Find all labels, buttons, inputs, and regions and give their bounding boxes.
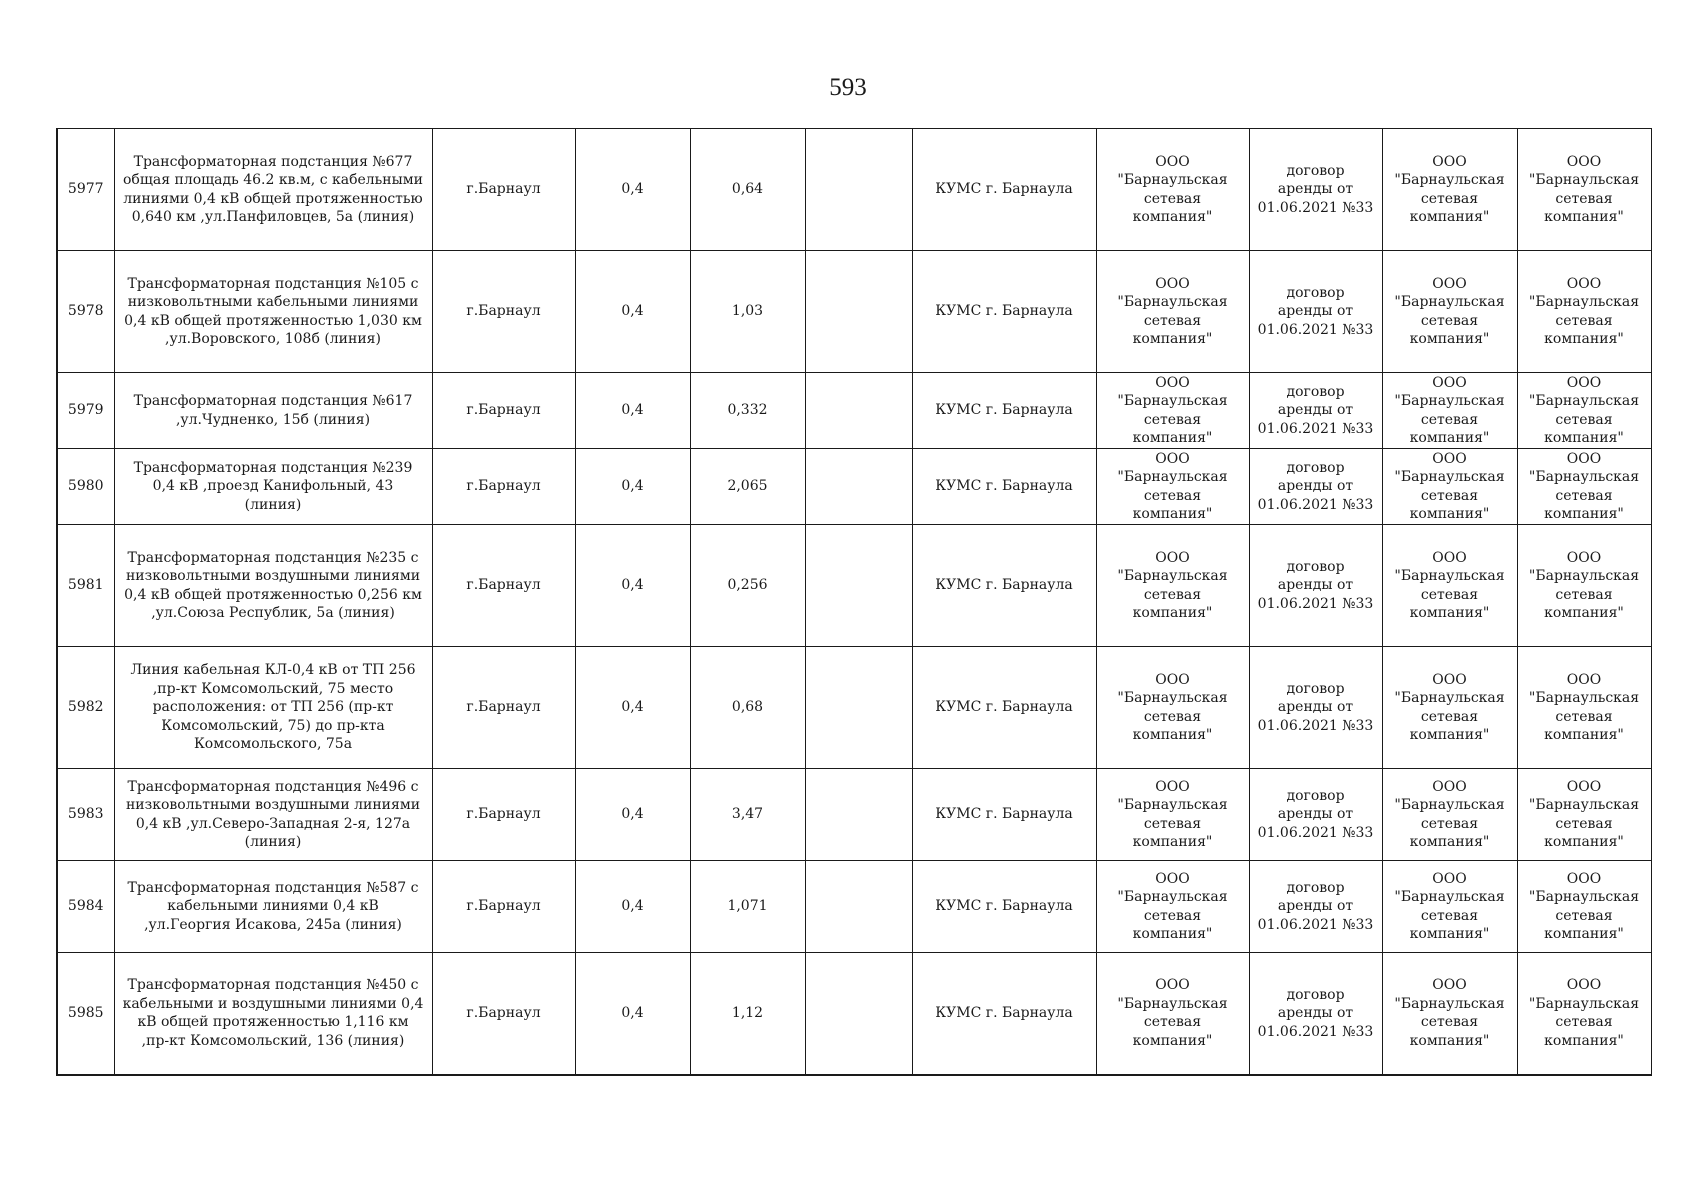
- holder-cell: ООО "Барнаульская сетевая компания": [1517, 373, 1651, 449]
- length-cell: 0,256: [690, 525, 805, 647]
- contract-cell: договор аренды от 01.06.2021 №33: [1249, 373, 1382, 449]
- empty-cell: [805, 769, 912, 861]
- table-row: [57, 769, 1651, 861]
- row-number: 5981: [57, 525, 114, 647]
- row-number: 5984: [57, 861, 114, 953]
- row-number: 5982: [57, 647, 114, 769]
- length-cell: 1,03: [690, 251, 805, 373]
- organization-cell: ООО "Барнаульская сетевая компания": [1096, 129, 1249, 251]
- owner-cell: КУМС г. Барнаула: [912, 861, 1096, 953]
- row-number: 5980: [57, 449, 114, 525]
- organization-cell: ООО "Барнаульская сетевая компания": [1096, 373, 1249, 449]
- location-cell: г.Барнаул: [432, 251, 575, 373]
- organization-cell: ООО "Барнаульская сетевая компания": [1096, 449, 1249, 525]
- holder-cell: ООО "Барнаульская сетевая компания": [1517, 129, 1651, 251]
- table-row: [57, 129, 1651, 251]
- contract-cell: договор аренды от 01.06.2021 №33: [1249, 861, 1382, 953]
- organization-cell: ООО "Барнаульская сетевая компания": [1096, 953, 1249, 1075]
- holder-cell: ООО "Барнаульская сетевая компания": [1517, 769, 1651, 861]
- owner-cell: КУМС г. Барнаула: [912, 647, 1096, 769]
- object-description: Линия кабельная КЛ-0,4 кВ от ТП 256 ,пр-кт Комсомольский, 75 место расположения: от ТП 256 (пр-кт Комсомольский, 75) до пр-кта Комсомольского, 75а: [114, 647, 432, 769]
- length-cell: 2,065: [690, 449, 805, 525]
- object-description: Трансформаторная подстанция №677 общая площадь 46.2 кв.м, с кабельными линиями 0,4 кВ общей протяженностью 0,640 км ,ул.Панфиловцев, 5а (линия): [114, 129, 432, 251]
- organization-cell: ООО "Барнаульская сетевая компания": [1096, 769, 1249, 861]
- length-cell: 0,68: [690, 647, 805, 769]
- contract-cell: договор аренды от 01.06.2021 №33: [1249, 129, 1382, 251]
- holder-cell: ООО "Барнаульская сетевая компания": [1517, 449, 1651, 525]
- operator-cell: ООО "Барнаульская сетевая компания": [1382, 769, 1517, 861]
- object-description: Трансформаторная подстанция №105 с низковольтными кабельными линиями 0,4 кВ общей протяженностью 1,030 км ,ул.Воровского, 108б (линия): [114, 251, 432, 373]
- empty-cell: [805, 861, 912, 953]
- operator-cell: ООО "Барнаульская сетевая компания": [1382, 525, 1517, 647]
- object-description: Трансформаторная подстанция №235 с низковольтными воздушными линиями 0,4 кВ общей протяженностью 0,256 км ,ул.Союза Республик, 5а (линия): [114, 525, 432, 647]
- voltage-cell: 0,4: [575, 129, 690, 251]
- holder-cell: ООО "Барнаульская сетевая компания": [1517, 861, 1651, 953]
- organization-cell: ООО "Барнаульская сетевая компания": [1096, 251, 1249, 373]
- organization-cell: ООО "Барнаульская сетевая компания": [1096, 647, 1249, 769]
- length-cell: 3,47: [690, 769, 805, 861]
- location-cell: г.Барнаул: [432, 953, 575, 1075]
- contract-cell: договор аренды от 01.06.2021 №33: [1249, 251, 1382, 373]
- owner-cell: КУМС г. Барнаула: [912, 953, 1096, 1075]
- table-row: [57, 251, 1651, 373]
- holder-cell: ООО "Барнаульская сетевая компания": [1517, 525, 1651, 647]
- operator-cell: ООО "Барнаульская сетевая компания": [1382, 953, 1517, 1075]
- contract-cell: договор аренды от 01.06.2021 №33: [1249, 449, 1382, 525]
- table-row: [57, 373, 1651, 449]
- empty-cell: [805, 129, 912, 251]
- contract-cell: договор аренды от 01.06.2021 №33: [1249, 525, 1382, 647]
- table-row: [57, 953, 1651, 1075]
- organization-cell: ООО "Барнаульская сетевая компания": [1096, 861, 1249, 953]
- location-cell: г.Барнаул: [432, 449, 575, 525]
- voltage-cell: 0,4: [575, 647, 690, 769]
- table-body: [57, 129, 1651, 1075]
- table-row: [57, 525, 1651, 647]
- empty-cell: [805, 647, 912, 769]
- owner-cell: КУМС г. Барнаула: [912, 251, 1096, 373]
- owner-cell: КУМС г. Барнаула: [912, 769, 1096, 861]
- row-number: 5983: [57, 769, 114, 861]
- voltage-cell: 0,4: [575, 373, 690, 449]
- object-description: Трансформаторная подстанция №239 0,4 кВ ,проезд Канифольный, 43 (линия): [114, 449, 432, 525]
- operator-cell: ООО "Барнаульская сетевая компания": [1382, 129, 1517, 251]
- contract-cell: договор аренды от 01.06.2021 №33: [1249, 953, 1382, 1075]
- length-cell: 1,12: [690, 953, 805, 1075]
- holder-cell: ООО "Барнаульская сетевая компания": [1517, 647, 1651, 769]
- length-cell: 0,332: [690, 373, 805, 449]
- voltage-cell: 0,4: [575, 769, 690, 861]
- length-cell: 1,071: [690, 861, 805, 953]
- row-number: 5985: [57, 953, 114, 1075]
- voltage-cell: 0,4: [575, 251, 690, 373]
- contract-cell: договор аренды от 01.06.2021 №33: [1249, 769, 1382, 861]
- operator-cell: ООО "Барнаульская сетевая компания": [1382, 373, 1517, 449]
- table-row: [57, 861, 1651, 953]
- holder-cell: ООО "Барнаульская сетевая компания": [1517, 251, 1651, 373]
- empty-cell: [805, 449, 912, 525]
- owner-cell: КУМС г. Барнаула: [912, 373, 1096, 449]
- voltage-cell: 0,4: [575, 449, 690, 525]
- voltage-cell: 0,4: [575, 953, 690, 1075]
- operator-cell: ООО "Барнаульская сетевая компания": [1382, 251, 1517, 373]
- row-number: 5978: [57, 251, 114, 373]
- location-cell: г.Барнаул: [432, 129, 575, 251]
- owner-cell: КУМС г. Барнаула: [912, 129, 1096, 251]
- organization-cell: ООО "Барнаульская сетевая компания": [1096, 525, 1249, 647]
- empty-cell: [805, 525, 912, 647]
- row-number: 5979: [57, 373, 114, 449]
- location-cell: г.Барнаул: [432, 647, 575, 769]
- location-cell: г.Барнаул: [432, 525, 575, 647]
- empty-cell: [805, 953, 912, 1075]
- row-number: 5977: [57, 129, 114, 251]
- operator-cell: ООО "Барнаульская сетевая компания": [1382, 449, 1517, 525]
- page-number: 593: [829, 74, 867, 101]
- voltage-cell: 0,4: [575, 525, 690, 647]
- owner-cell: КУМС г. Барнаула: [912, 525, 1096, 647]
- location-cell: г.Барнаул: [432, 769, 575, 861]
- location-cell: г.Барнаул: [432, 373, 575, 449]
- object-description: Трансформаторная подстанция №587 с кабельными линиями 0,4 кВ ,ул.Георгия Исакова, 245а (линия): [114, 861, 432, 953]
- location-cell: г.Барнаул: [432, 861, 575, 953]
- table-row: [57, 647, 1651, 769]
- table-row: [57, 449, 1651, 525]
- object-description: Трансформаторная подстанция №617 ,ул.Чудненко, 15б (линия): [114, 373, 432, 449]
- registry-table: [56, 128, 1652, 1076]
- empty-cell: [805, 251, 912, 373]
- object-description: Трансформаторная подстанция №496 с низковольтными воздушными линиями 0,4 кВ ,ул.Северо-Западная 2-я, 127а (линия): [114, 769, 432, 861]
- operator-cell: ООО "Барнаульская сетевая компания": [1382, 861, 1517, 953]
- empty-cell: [805, 373, 912, 449]
- owner-cell: КУМС г. Барнаула: [912, 449, 1096, 525]
- length-cell: 0,64: [690, 129, 805, 251]
- voltage-cell: 0,4: [575, 861, 690, 953]
- contract-cell: договор аренды от 01.06.2021 №33: [1249, 647, 1382, 769]
- holder-cell: ООО "Барнаульская сетевая компания": [1517, 953, 1651, 1075]
- object-description: Трансформаторная подстанция №450 с кабельными и воздушными линиями 0,4 кВ общей протяженностью 1,116 км ,пр-кт Комсомольский, 136 (линия): [114, 953, 432, 1075]
- operator-cell: ООО "Барнаульская сетевая компания": [1382, 647, 1517, 769]
